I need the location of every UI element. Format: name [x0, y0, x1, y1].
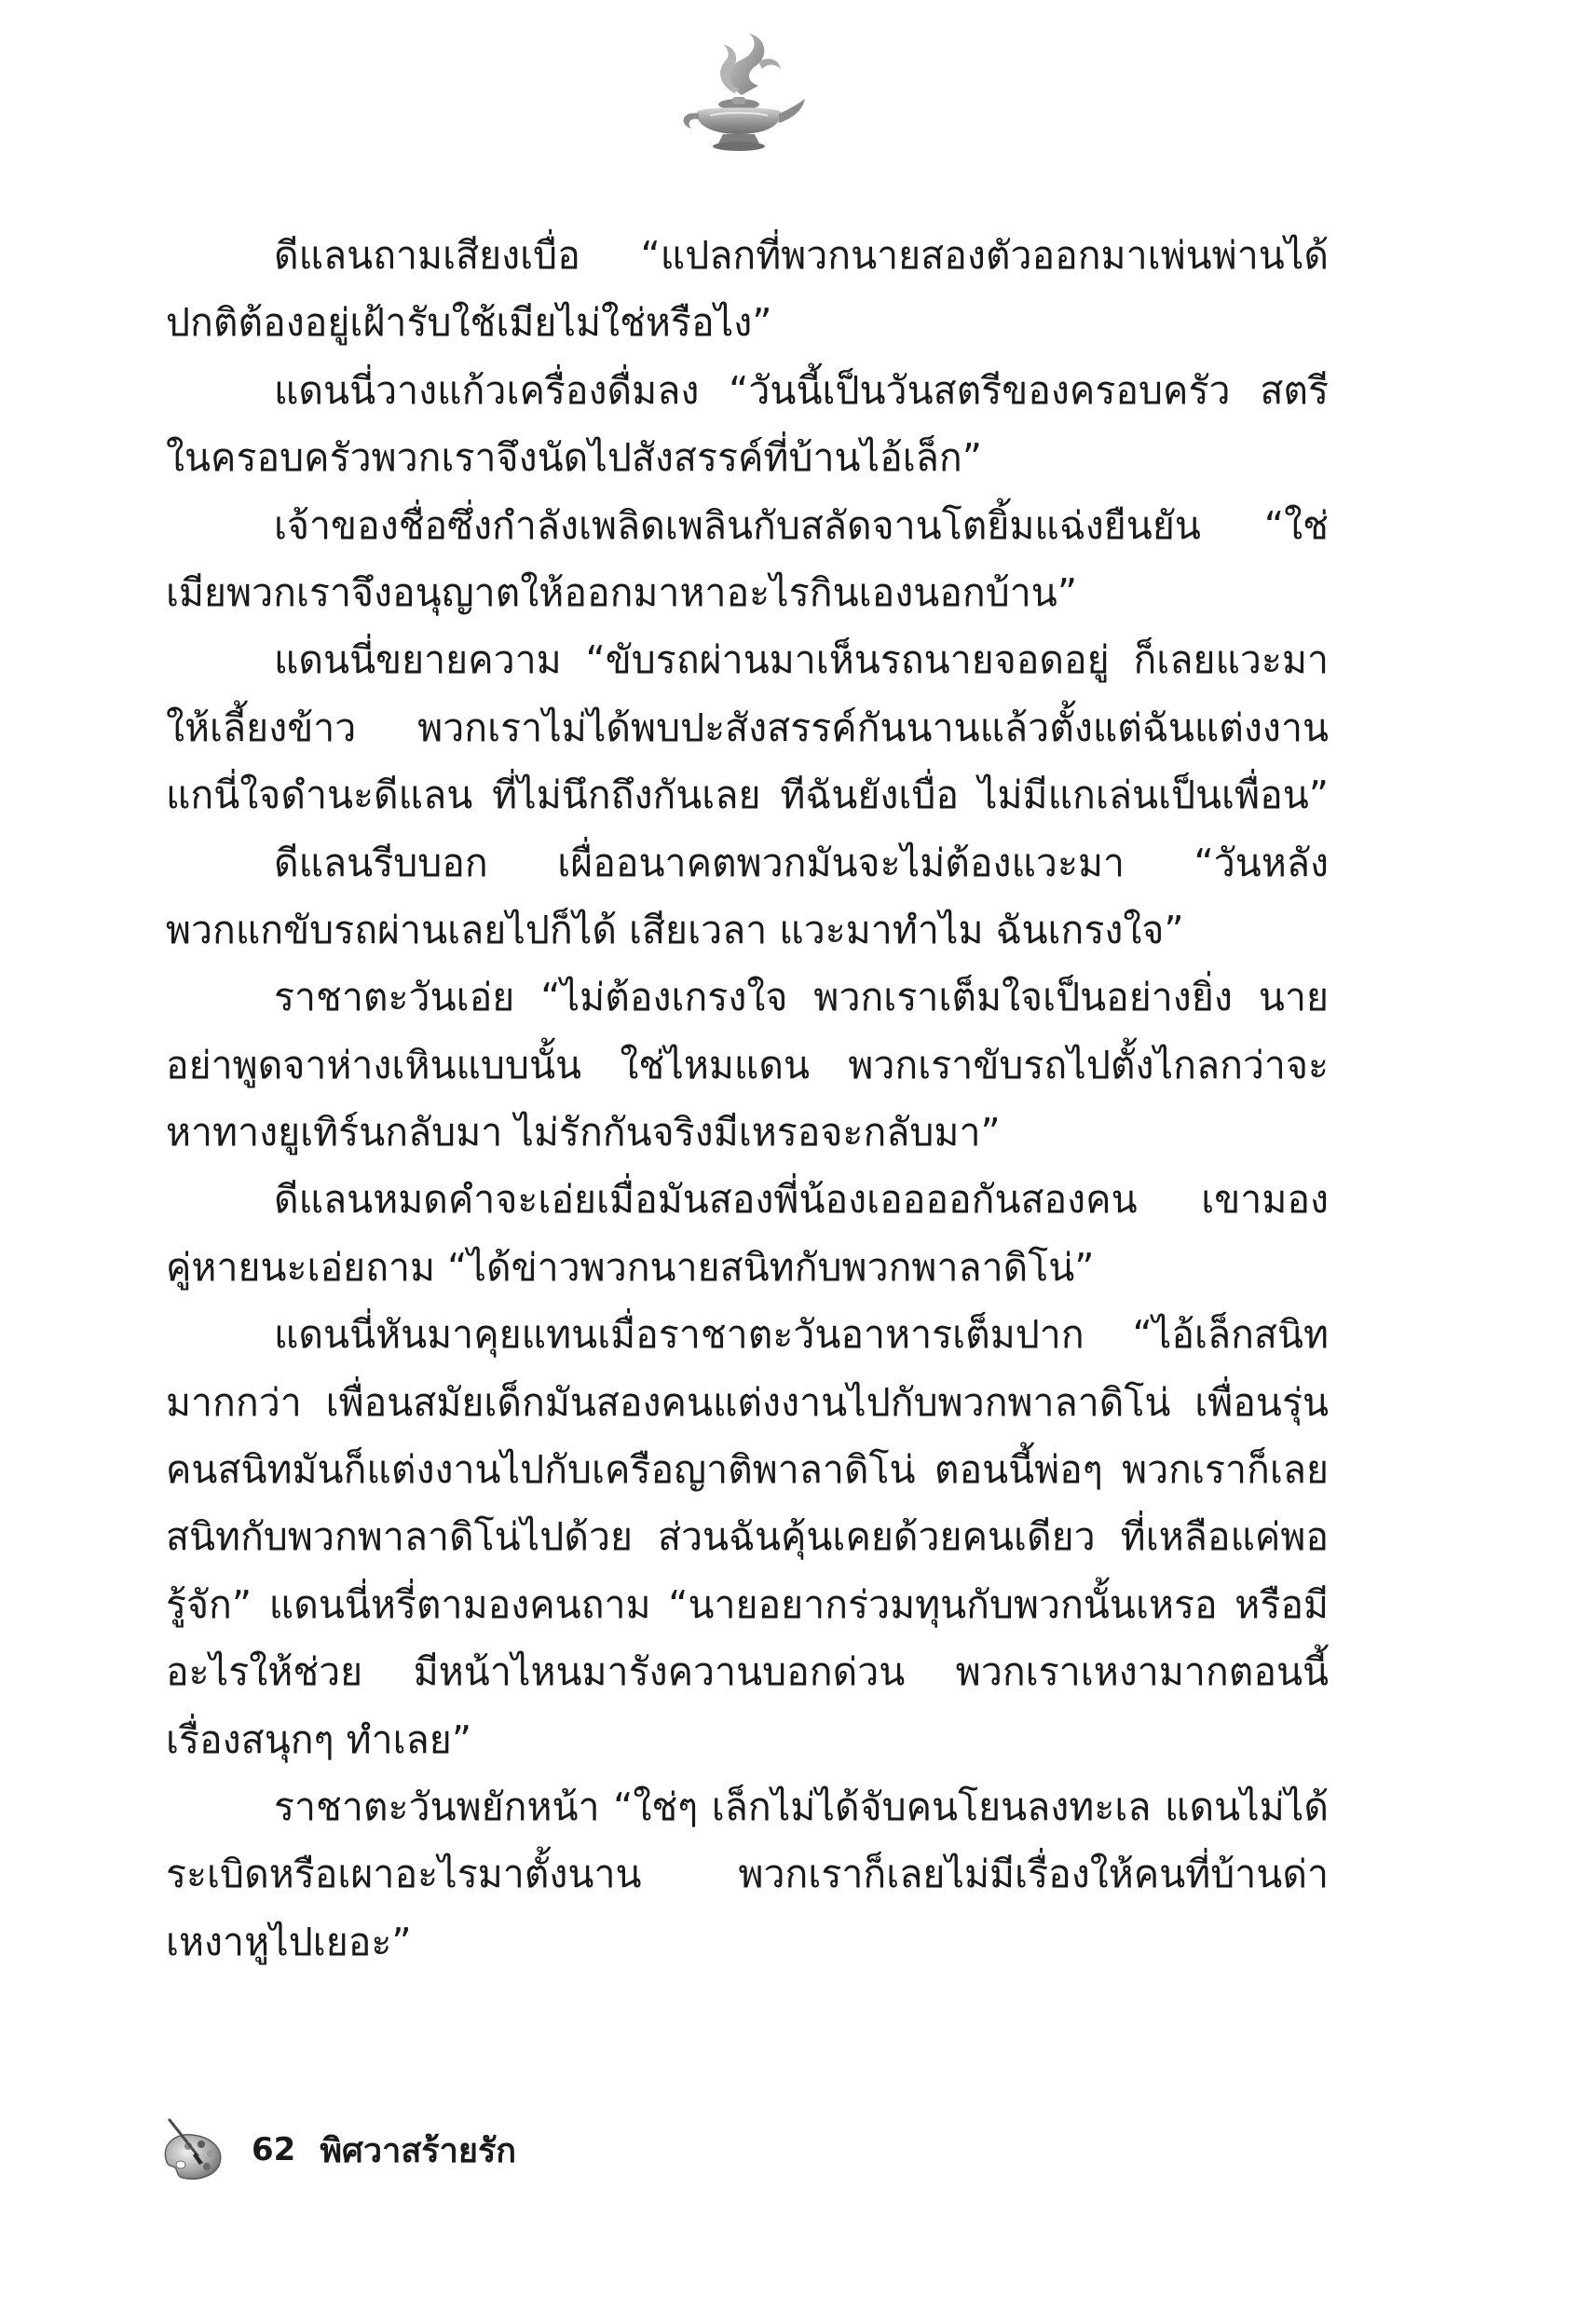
text-line: เรื่องสนุกๆ ทำเลย”: [166, 1716, 472, 1762]
text-line: ราชาตะวันเอ่ย “ไม่ต้องเกรงใจ พวกเราเต็มใจเป็นอย่างยิ่ง นาย: [274, 975, 1329, 1020]
text-line: แดนนี่ขยายความ “ขับรถผ่านมาเห็นรถนายจอดอยู่ ก็เลยแวะมา: [274, 637, 1329, 683]
text-line: คนสนิทมันก็แต่งงานไปกับเครือญาติพาลาดิโน่ ตอนนี้พ่อๆ พวกเราก็เลย: [166, 1447, 1329, 1493]
text-line: พวกแกขับรถผ่านเลยไปก็ได้ เสียเวลา แวะมาทำไม ฉันเกรงใจ”: [166, 907, 1184, 952]
text-line: คู่หายนะเอ่ยถาม “ได้ข่าวพวกนายสนิทกับพวกพาลาดิโน่”: [166, 1244, 1095, 1290]
text-line: ดีแลนรีบบอก เผื่ออนาคตพวกมันจะไม่ต้องแวะมา “วันหลัง: [274, 840, 1329, 885]
magic-lamp-icon: [669, 28, 809, 158]
text-line: ปกติต้องอยู่เฝ้ารับใช้เมียไม่ใช่หรือไง”: [166, 300, 772, 346]
text-line: ให้เลี้ยงข้าว พวกเราไม่ได้พบปะสังสรรค์กันนานแล้วตั้งแต่ฉันแต่งงาน: [166, 704, 1329, 750]
text-line: แดนนี่วางแก้วเครื่องดื่มลง “วันนี้เป็นวันสตรีของครอบครัว สตรี: [274, 367, 1329, 413]
book-title: พิศวาสร้ายรัก: [320, 2131, 517, 2170]
page-footer: [157, 2108, 516, 2192]
artist-palette-icon: [157, 2113, 231, 2187]
body-text: [166, 222, 1329, 1976]
text-line: เจ้าของชื่อซึ่งกำลังเพลิดเพลินกับสลัดจานโตยิ้มแฉ่งยืนยัน “ใช่: [274, 502, 1329, 548]
text-line: แดนนี่หันมาคุยแทนเมื่อราชาตะวันอาหารเต็มปาก “ไอ้เล็กสนิท: [274, 1312, 1329, 1358]
text-line: ราชาตะวันพยักหน้า “ใช่ๆ เล็กไม่ได้จับคนโยนลงทะเล แดนไม่ได้: [274, 1784, 1329, 1829]
text-line: ระเบิดหรือเผาอะไรมาตั้งนาน พวกเราก็เลยไม่มีเรื่องให้คนที่บ้านด่า: [166, 1852, 1329, 1897]
text-line: มากกว่า เพื่อนสมัยเด็กมันสองคนแต่งงานไปกับพวกพาลาดิโน่ เพื่อนรุ่น: [166, 1379, 1329, 1425]
text-line: หาทางยูเทิร์นกลับมา ไม่รักกันจริงมีเหรอจะกลับมา”: [166, 1110, 1001, 1156]
text-line: แกนี่ใจดำนะดีแลน ที่ไม่นึกถึงกันเลย ทีฉันยังเบื่อ ไม่มีแกเล่นเป็นเพื่อน”: [166, 773, 1329, 818]
text-line: ในครอบครัวพวกเราจึงนัดไปสังสรรค์ที่บ้านไอ้เล็ก”: [166, 435, 982, 481]
text-line: เมียพวกเราจึงอนุญาตให้ออกมาหาอะไรกินเองนอกบ้าน”: [166, 569, 1078, 615]
text-line: อย่าพูดจาห่างเหินแบบนั้น ใช่ไหมแดน พวกเราขับรถไปตั้งไกลกว่าจะ: [166, 1042, 1329, 1087]
text-line: เหงาหูไปเยอะ”: [166, 1919, 412, 1964]
text-line: สนิทกับพวกพาลาดิโน่ไปด้วย ส่วนฉันคุ้นเคยด้วยคนเดียว ที่เหลือแค่พอ: [166, 1514, 1329, 1560]
text-line: ดีแลนหมดคำจะเอ่ยเมื่อมันสองพี่น้องเออออกันสองคน เขามอง: [274, 1177, 1329, 1223]
page-number: 62: [252, 2131, 296, 2168]
text-line: ดีแลนถามเสียงเบื่อ “แปลกที่พวกนายสองตัวออกมาเพ่นพ่านได้: [274, 233, 1329, 278]
text-line: รู้จัก” แดนนี่หรี่ตามองคนถาม “นายอยากร่วมทุนกับพวกนั้นเหรอ หรือมี: [166, 1581, 1329, 1627]
text-line: อะไรให้ช่วย มีหน้าไหนมารังควานบอกด่วน พวกเราเหงามากตอนนี้: [166, 1649, 1329, 1695]
